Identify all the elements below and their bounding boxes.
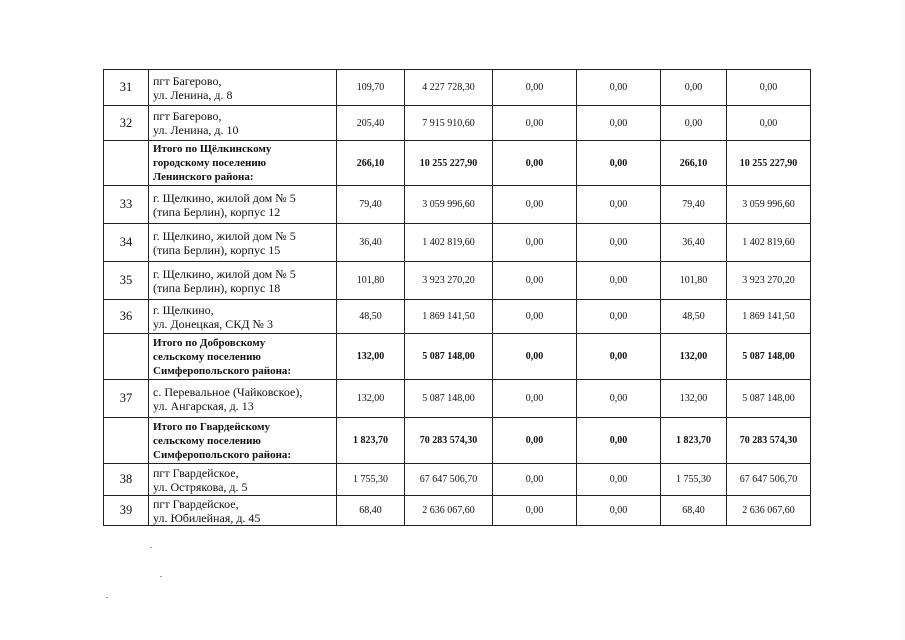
value-cell: 36,40: [661, 224, 727, 262]
address-line: с. Перевальное (Чайковское),: [153, 384, 303, 399]
value-cell: 0,00: [493, 418, 577, 464]
address-line: (типа Берлин), корпус 15: [153, 242, 281, 257]
address-cell: [149, 380, 337, 418]
value-cell: 0,00: [577, 70, 661, 106]
value-cell: 109,70: [337, 70, 405, 106]
address-cell: [149, 224, 337, 262]
value-cell: 0,00: [493, 141, 577, 186]
value-cell: 266,10: [337, 141, 405, 186]
row-number-cell: 37: [104, 380, 149, 418]
scan-speck: [106, 597, 108, 598]
table-row: [104, 300, 811, 334]
address-line: г. Щелкино, жилой дом № 5: [153, 190, 296, 205]
row-number-cell: 36: [104, 300, 149, 334]
address-cell: [149, 186, 337, 224]
address-cell: [149, 262, 337, 300]
address-cell: [149, 300, 337, 334]
value-cell: 2 636 067,60: [405, 496, 493, 526]
address-line: ул. Ленина, д. 8: [153, 87, 233, 102]
value-cell: 48,50: [337, 300, 405, 334]
address-line: сельскому поселению: [153, 434, 261, 447]
address-line: пгт Багерово,: [153, 109, 222, 123]
value-cell: 1 869 141,50: [727, 300, 811, 334]
address-line: г. Щелкино,: [153, 302, 214, 317]
value-cell: 0,00: [493, 106, 577, 141]
value-cell: 2 636 067,60: [727, 496, 811, 526]
page-edge-shadow: [901, 0, 905, 640]
value-cell: 0,00: [493, 334, 577, 380]
address-cell: [149, 70, 337, 106]
value-cell: 1 869 141,50: [405, 300, 493, 334]
value-cell: 10 255 227,90: [405, 141, 493, 186]
value-cell: 0,00: [577, 380, 661, 418]
value-cell: 101,80: [337, 262, 405, 300]
value-cell: 5 087 148,00: [727, 380, 811, 418]
address-line: городскому поселению: [153, 157, 267, 169]
value-cell: 5 087 148,00: [727, 334, 811, 380]
row-number-cell: 39: [104, 496, 149, 526]
value-cell: 0,00: [493, 380, 577, 418]
address-line: (типа Берлин), корпус 18: [153, 280, 281, 295]
value-cell: 132,00: [661, 334, 727, 380]
value-cell: 1 823,70: [337, 418, 405, 464]
table-row: [104, 186, 811, 224]
table-row: [104, 464, 811, 496]
value-cell: 132,00: [661, 380, 727, 418]
value-cell: 132,00: [337, 334, 405, 380]
address-line: г. Щелкино, жилой дом № 5: [153, 266, 296, 281]
value-cell: 67 647 506,70: [727, 464, 811, 496]
row-number-cell: 35: [104, 262, 149, 300]
value-cell: 0,00: [727, 70, 811, 106]
row-number-cell: 33: [104, 186, 149, 224]
address-line: Симферопольского района:: [153, 448, 292, 461]
address-line: Ленинского района:: [153, 171, 254, 183]
row-number-cell: 31: [104, 70, 149, 106]
value-cell: 36,40: [337, 224, 405, 262]
table-row: [104, 106, 811, 141]
subtotal-row: [104, 418, 811, 464]
table-row: [104, 224, 811, 262]
value-cell: 68,40: [661, 496, 727, 526]
value-cell: 3 059 996,60: [727, 186, 811, 224]
value-cell: 0,00: [577, 186, 661, 224]
value-cell: 1 402 819,60: [727, 224, 811, 262]
value-cell: 0,00: [577, 106, 661, 141]
value-cell: 0,00: [493, 300, 577, 334]
value-cell: 1 755,30: [337, 464, 405, 496]
address-line: ул. Донецкая, СКД № 3: [153, 316, 273, 331]
value-cell: 68,40: [337, 496, 405, 526]
value-cell: 70 283 574,30: [405, 418, 493, 464]
value-cell: 3 059 996,60: [405, 186, 493, 224]
address-line: пгт Багерово,: [153, 73, 222, 88]
table-row: [104, 380, 811, 418]
value-cell: 5 087 148,00: [405, 380, 493, 418]
value-cell: 132,00: [337, 380, 405, 418]
value-cell: 1 823,70: [661, 418, 727, 464]
value-cell: 0,00: [577, 418, 661, 464]
subtotal-label-cell: [149, 334, 337, 380]
table-body: [104, 70, 811, 526]
table-row: [104, 262, 811, 300]
value-cell: 48,50: [661, 300, 727, 334]
address-line: ул. Юбилейная, д. 45: [153, 510, 261, 525]
row-number-cell: [104, 418, 149, 464]
value-cell: 0,00: [727, 106, 811, 141]
value-cell: 1 402 819,60: [405, 224, 493, 262]
subtotal-row: [104, 141, 811, 186]
row-number-cell: [104, 141, 149, 186]
value-cell: 79,40: [661, 186, 727, 224]
row-number-cell: 32: [104, 106, 149, 141]
row-number-cell: 38: [104, 464, 149, 496]
row-number-cell: [104, 334, 149, 380]
table-row: [104, 70, 811, 106]
value-cell: 0,00: [577, 464, 661, 496]
value-cell: 10 255 227,90: [727, 141, 811, 186]
housing-fund-table: [103, 69, 811, 526]
value-cell: 0,00: [577, 300, 661, 334]
address-line: ул. Ангарская, д. 13: [153, 398, 254, 413]
address-line: (типа Берлин), корпус 12: [153, 204, 281, 219]
address-cell: [149, 106, 337, 141]
table-row: [104, 496, 811, 526]
value-cell: 3 923 270,20: [727, 262, 811, 300]
value-cell: 70 283 574,30: [727, 418, 811, 464]
row-number-cell: 34: [104, 224, 149, 262]
value-cell: 0,00: [493, 186, 577, 224]
scan-speck: [160, 576, 162, 577]
value-cell: 266,10: [661, 141, 727, 186]
value-cell: 0,00: [493, 496, 577, 526]
value-cell: 0,00: [493, 464, 577, 496]
subtotal-label-cell: [149, 141, 337, 186]
address-line: сельскому поселению: [153, 350, 261, 363]
value-cell: 205,40: [337, 106, 405, 141]
value-cell: 0,00: [577, 141, 661, 186]
value-cell: 0,00: [661, 70, 727, 106]
address-line: Итого по Добровскому: [153, 336, 266, 349]
address-line: ул. Ленина, д. 10: [153, 123, 239, 137]
address-cell: [149, 464, 337, 496]
address-line: Итого по Щёлкинскому: [153, 143, 272, 155]
address-cell: [149, 496, 337, 526]
value-cell: 5 087 148,00: [405, 334, 493, 380]
value-cell: 0,00: [577, 334, 661, 380]
value-cell: 0,00: [493, 262, 577, 300]
value-cell: 7 915 910,60: [405, 106, 493, 141]
address-line: пгт Гвардейское,: [153, 496, 239, 511]
value-cell: 3 923 270,20: [405, 262, 493, 300]
subtotal-label-cell: [149, 418, 337, 464]
value-cell: 79,40: [337, 186, 405, 224]
address-line: Симферопольского района:: [153, 364, 292, 377]
address-line: г. Щелкино, жилой дом № 5: [153, 228, 296, 243]
value-cell: 0,00: [493, 224, 577, 262]
value-cell: 0,00: [577, 262, 661, 300]
address-line: Итого по Гвардейскому: [153, 420, 271, 433]
subtotal-row: [104, 334, 811, 380]
address-line: пгт Гвардейское,: [153, 465, 239, 480]
value-cell: 0,00: [577, 496, 661, 526]
scan-speck: [150, 547, 152, 548]
value-cell: 0,00: [493, 70, 577, 106]
value-cell: 0,00: [577, 224, 661, 262]
address-line: ул. Острякова, д. 5: [153, 479, 248, 494]
value-cell: 101,80: [661, 262, 727, 300]
value-cell: 67 647 506,70: [405, 464, 493, 496]
value-cell: 1 755,30: [661, 464, 727, 496]
value-cell: 0,00: [661, 106, 727, 141]
value-cell: 4 227 728,30: [405, 70, 493, 106]
